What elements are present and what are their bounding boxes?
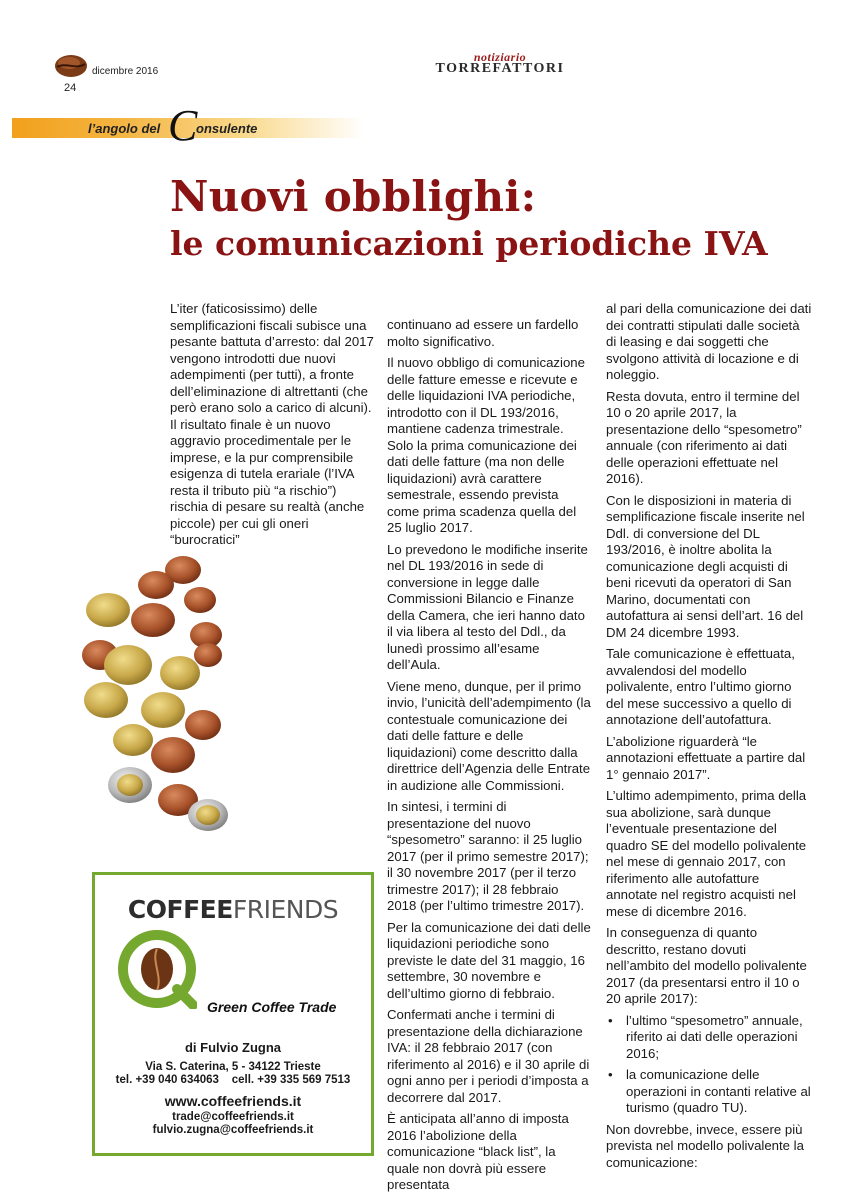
ad-website-link[interactable]: www.coffeefriends.it	[164, 1093, 302, 1109]
coin	[151, 737, 195, 773]
bullet-dot: •	[608, 1067, 613, 1082]
article-column-1	[170, 301, 375, 554]
coin	[113, 724, 153, 756]
ad-brand-name	[95, 895, 371, 924]
coin	[184, 587, 216, 613]
paragraph: Per la comunicazione dei dati delle liquidazioni periodiche sono previste le date del 31 maggio, 16 settembre, 30 novembre e dell’ultimo giorno di febbraio.	[387, 919, 591, 1001]
paragraph: Il nuovo obbligo di comunicazione delle fatture emesse e ricevute e delle liquidazioni IVA periodiche, introdotto con il DL 193/2016, mantiene cadenza trimestrale. Solo la prima comunicazione dei dati delle fatture (ma non delle liquidazioni) avrà carattere semestrale, essendo prevista come prima scadenza quella del 25 luglio 2017.	[387, 355, 585, 535]
article-subtitle: le comunicazioni periodiche IVA	[170, 224, 768, 263]
ad-brand-part2: FRIENDS	[232, 895, 339, 924]
coin	[141, 692, 185, 728]
paragraph: Non dovrebbe, invece, essere più prevista nel modello polivalente la comunicazione:	[606, 1121, 804, 1170]
coin	[194, 643, 222, 667]
paragraph: Con le disposizioni in materia di semplificazione fiscale inserite nel Ddl. di conversione del DL 193/2016, è inoltre abolita la comunicazione degli acquisti di beni ricevuti da operatori di San Marino, documentati con autofattura ai sensi dell’art. 16 del DM 24 dicembre 1993.	[606, 492, 805, 640]
paragraph: L’ultimo adempimento, prima della sua abolizione, sarà dunque l’eventuale presentazione del quadro SE del modello polivalente nel mese di gennaio 2017, con riferimento alle autofatture annotate nel registro acquisti nel mese di dicembre 2016.	[606, 788, 807, 919]
bullet-item	[606, 1013, 812, 1063]
paragraph: In conseguenza di quanto descritto, restano dovuti nell’ambito del modello polivalente 2017 (da presentarsi entro il 10 o 20 aprile 2017):	[606, 925, 807, 1006]
ad-brand-part1: COFFEE	[127, 895, 233, 924]
article-column-2	[387, 317, 591, 1199]
article-title: Nuovi obblighi:	[170, 172, 537, 221]
coin	[117, 774, 143, 796]
ad-address: Via S. Caterina, 5 - 34122 Trieste	[145, 1061, 321, 1073]
coffeefriends-ad	[92, 872, 374, 1156]
coffee-bean-ring-logo-icon	[117, 929, 197, 1009]
coins-image	[78, 555, 258, 875]
bullet-item	[606, 1067, 812, 1117]
coin	[160, 656, 200, 690]
coin	[196, 805, 220, 825]
issue-date: dicembre 2016	[92, 66, 159, 77]
bullet-text: l’ultimo “spesometro” annuale, riferito ai dati delle operazioni 2016;	[626, 1012, 803, 1061]
paragraph: Tale comunicazione è effettuata, avvalendosi del modello polivalente, entro l’ultimo giorno del mese successivo a quello di annotazione dell’autofattura.	[606, 646, 795, 727]
coin	[84, 682, 128, 718]
paragraph: Lo prevedono le modifiche inserite nel DL 193/2016 in sede di conversione in legge dalle Commissioni Bilancio e Finanze della Camera, che ieri hanno dato il via libera al testo del Ddl., da lunedì prossimo all’esame dell’Aula.	[387, 541, 588, 672]
coin	[86, 593, 130, 627]
ad-phones: tel. +39 040 634063 cell. +39 335 569 7513	[115, 1074, 351, 1086]
ad-email-trade[interactable]: trade@coffeefriends.it	[172, 1111, 294, 1123]
coin	[131, 603, 175, 637]
coin	[185, 710, 221, 740]
paragraph: Resta dovuta, entro il termine del 10 o 20 aprile 2017, la presentazione dello “spesometro” annuale (con riferimento ai dati delle operazioni effettuate nel 2016).	[606, 388, 802, 486]
bullet-text: la comunicazione delle operazioni in contanti relative al turismo (quadro TU).	[626, 1067, 811, 1115]
paragraph: L’abolizione riguarderà “le annotazioni effettuate a partire dal 1° gennaio 2017”.	[606, 733, 806, 782]
ad-tagline: Green Coffee Trade	[207, 999, 337, 1015]
article-column-3	[606, 301, 812, 1176]
section-label-initial: C	[168, 101, 198, 150]
paragraph: al pari della comunicazione dei dati dei contratti stipulati dalle società di leasing e dai soggetti che svolgono attività di locazione e di noleggio.	[606, 301, 812, 382]
ad-owner-name: di Fulvio Zugna	[184, 1040, 282, 1055]
paragraph: continuano ad essere un fardello molto significativo.	[387, 317, 579, 349]
bullet-dot: •	[608, 1012, 613, 1028]
coin	[104, 645, 152, 685]
coin	[138, 571, 174, 599]
paragraph: Confermati anche i termini di presentazione della dichiarazione IVA: il 28 febbraio 2017 (con riferimento al 2016) e il 30 aprile di ogni anno per i periodi d’imposta a decorrere dal 2017.	[387, 1007, 590, 1105]
paragraph: È anticipata all’anno di imposta 2016 l’abolizione della comunicazione “black list”, la quale non dovrà più essere presentata	[387, 1111, 569, 1192]
page-number: 24	[64, 82, 77, 94]
paragraph: L’iter (faticosissimo) delle semplificazioni fiscali subisce una pesante battuta d’arresto: dal 2017 vengono introdotti due nuovi adempimenti (per tutti), a fronte dell’eliminazione di altrettanti (che però erano solo a carico di alcuni). Il risultato finale è un nuovo aggravio procedimentale per le imprese, e la pur comprensibile esigenza di tutela erariale (l’IVA resta il tributo più “a rischio”) rischia di pesare su realtà (anche piccole) per cui gli oneri “burocratici”	[170, 301, 374, 547]
paragraph: In sintesi, i termini di presentazione del nuovo “spesometro” saranno: il 25 luglio 2017 (per il primo semestre 2017); il 30 novembre 2017 (per il terzo trimestre 2017); il 28 febbraio 2018 (per l’ultimo trimestre 2017).	[387, 799, 589, 913]
section-label-left: l’angolo del	[88, 121, 161, 136]
coffee-bean-icon	[54, 52, 88, 80]
section-label-right: onsulente	[196, 121, 258, 136]
masthead-notiziario: notiziario	[473, 50, 527, 64]
ad-email-fulvio[interactable]: fulvio.zugna@coffeefriends.it	[152, 1124, 314, 1136]
paragraph: Viene meno, dunque, per il primo invio, l’unicità dell’adempimento (la contestuale comunicazione dei dati delle fatture e delle liquidazioni) come descritto dalla direttrice dell’Agenzia delle Entrate in audizione alle Commissioni.	[387, 678, 591, 793]
masthead-torrefattori: TORREFATTORI	[435, 61, 565, 76]
